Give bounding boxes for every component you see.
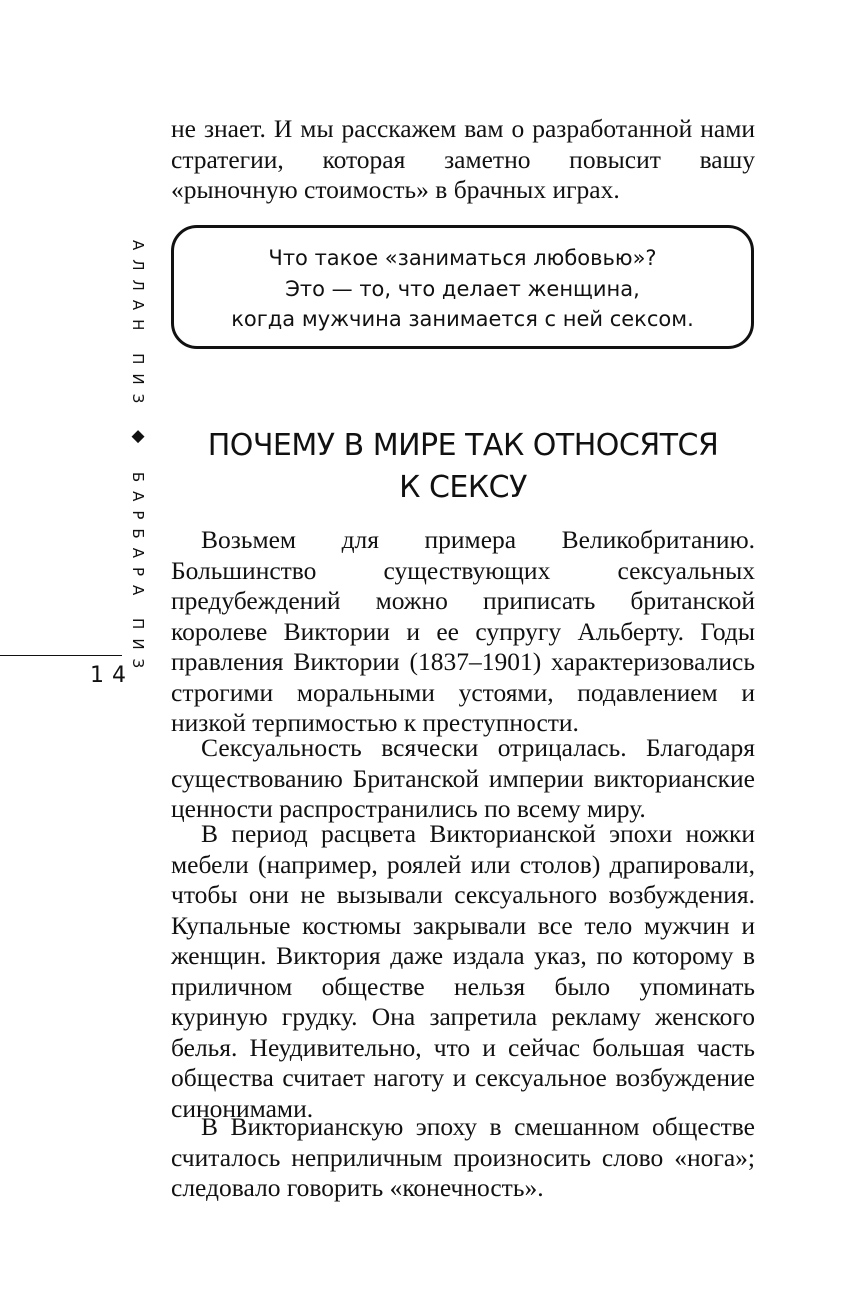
section-heading-line-1: ПОЧЕМУ В МИРЕ ТАК ОТНОСЯТСЯ — [207, 428, 719, 463]
quote-box — [171, 225, 754, 349]
body-paragraph-2: Сексуальность всячески отрицалась. Благодаря существованию Британской империи викторианские ценности распространились по всему миру. — [171, 733, 755, 823]
body-paragraph-3: В период расцвета Викторианской эпохи ножки мебели (например, роялей или столов) драпировали, чтобы они не вызывали сексуального возбуждения. Купальные костюмы закрывали все тело мужчин и женщин. Виктория даже издала указ, по которому в приличном обществе нельзя было упоминать куриную грудку. Она запретила рекламу женского белья. Неудивительно, что и сейчас большая часть общества считает наготу и сексуальное возбуждение синонимами. — [171, 819, 755, 1123]
diamond-separator-icon: ◆ — [128, 426, 148, 459]
running-head-author-2: БАРБАРА ПИЗ — [129, 471, 147, 678]
running-head-author-1: АЛЛАН ПИЗ — [129, 240, 147, 413]
page-number: 14 — [90, 663, 134, 688]
body-paragraph-4: В Викторианскую эпоху в смешанном обществе считалось неприличным произносить слово «нога»; следовало говорить «конечность». — [171, 1112, 755, 1202]
quote-line-1: Что такое «заниматься любовью»? — [268, 246, 657, 270]
quote-line-3: когда мужчина занимается с ней сексом. — [231, 307, 694, 331]
section-heading — [171, 425, 755, 509]
body-paragraph-1: Возьмем для примера Великобританию. Большинство существующих сексуальных предубеждений можно приписать британской королеве Виктории и ее супругу Альберту. Годы правления Виктории (1837–1901) характеризовались строгими моральными устоями, подавлением и низкой терпимостью к преступности. — [171, 525, 755, 737]
intro-paragraph: не знает. И мы расскажем вам о разработанной нами стратегии, которая заметно повысит вашу «рыночную стоимость» в брачных играх. — [171, 114, 755, 204]
quote-line-2: Это — то, что делает женщина, — [285, 276, 640, 301]
running-head — [118, 240, 148, 677]
section-heading-line-2: К СЕКСУ — [399, 470, 527, 505]
folio-rule — [0, 655, 122, 656]
